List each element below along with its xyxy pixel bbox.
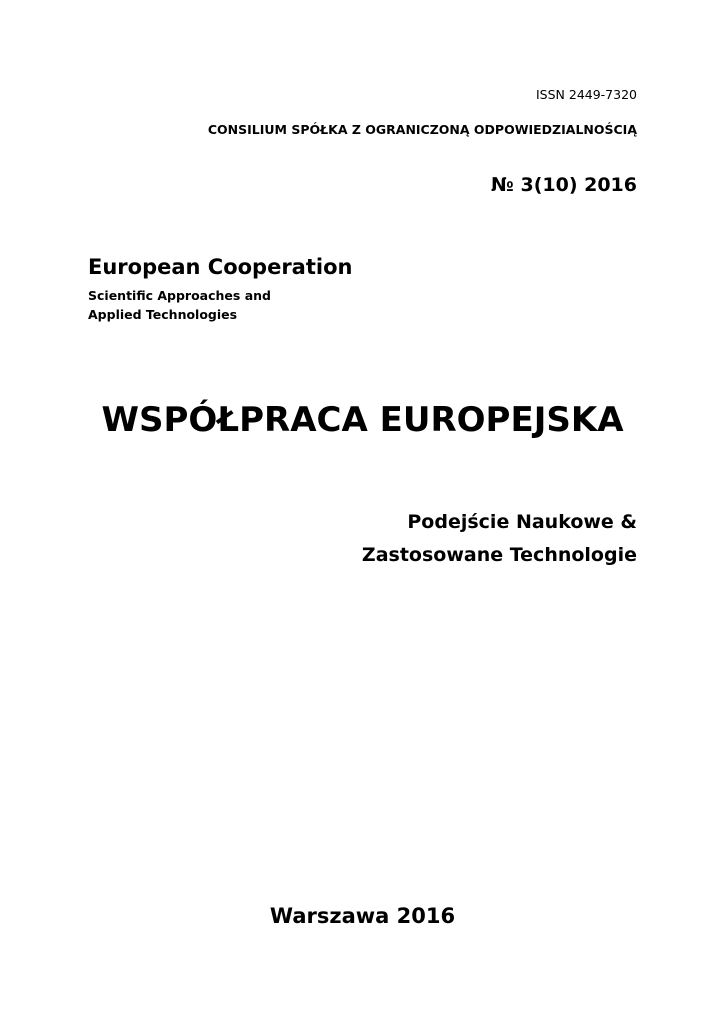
english-subtitle <box>88 286 271 324</box>
polish-subtitle <box>362 506 637 572</box>
english-subtitle-line: Scientific Approaches and <box>88 288 271 303</box>
polish-title: WSPÓŁPRACA EUROPEJSKA <box>101 400 624 440</box>
place-and-year: Warszawa 2016 <box>269 904 456 928</box>
english-title: European Cooperation <box>88 255 353 279</box>
issn-number: ISSN 2449-7320 <box>535 87 637 102</box>
publisher-name: CONSILIUM SPÓŁKA Z OGRANICZONĄ ODPOWIEDZIALNOŚCIĄ <box>207 122 637 137</box>
polish-subtitle-line: Podejście Naukowe & <box>407 511 637 533</box>
polish-subtitle-line: Zastosowane Technologie <box>361 544 637 566</box>
issue-number: № 3(10) 2016 <box>491 174 637 196</box>
english-subtitle-line: Applied Technologies <box>88 307 238 322</box>
